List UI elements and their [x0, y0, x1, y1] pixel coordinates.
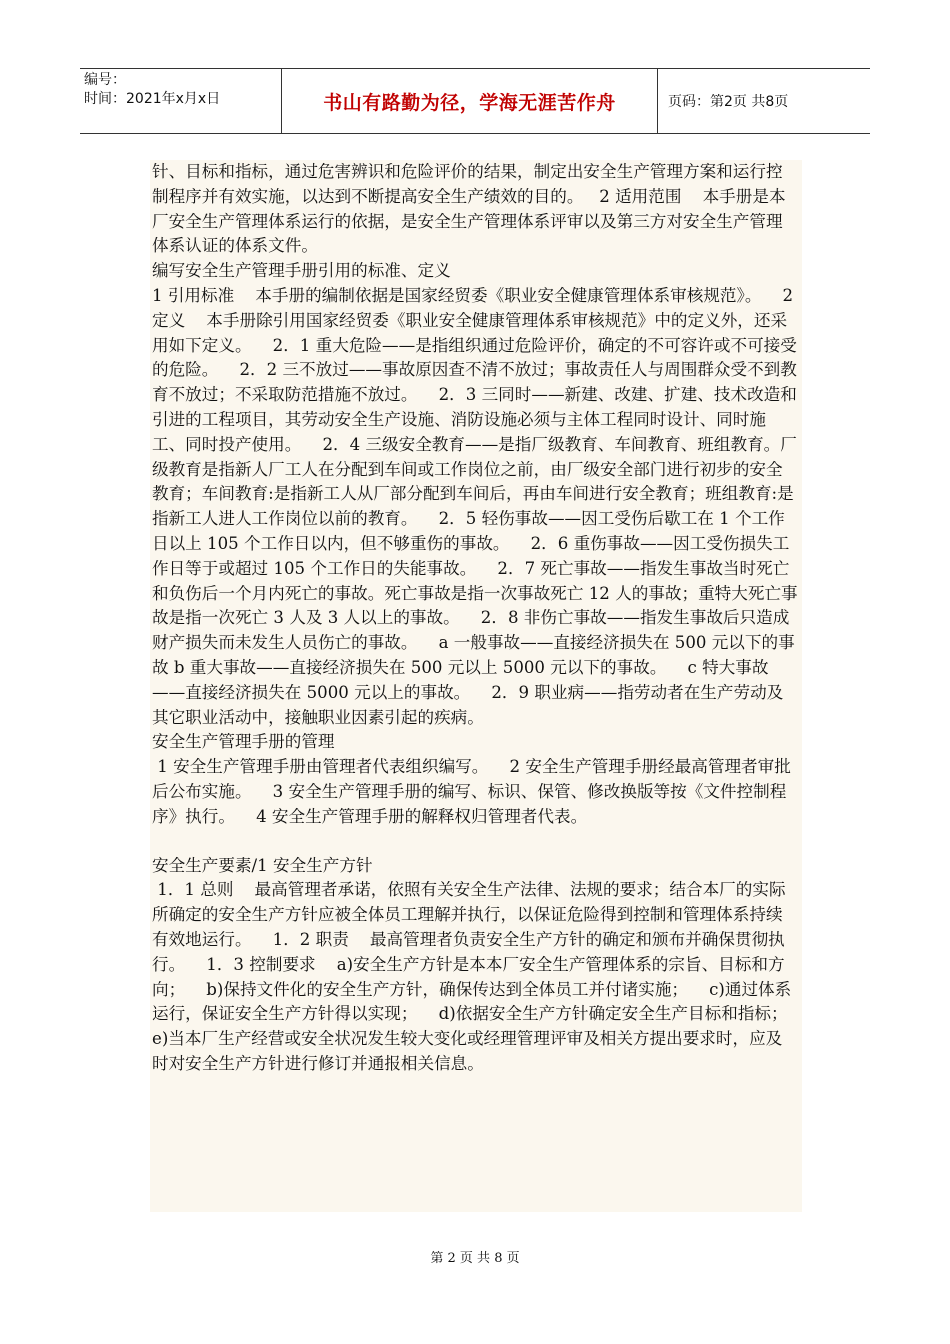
header-motto: 书山有路勤为径，学海无涯苦作舟: [282, 69, 658, 133]
section-heading-elements: 安全生产要素/1 安全生产方针: [152, 855, 373, 875]
page-header: [80, 68, 870, 134]
section-heading-standards: 编写安全生产管理手册引用的标准、定义: [152, 261, 451, 281]
paragraph-manual-management: 1 安全生产管理手册由管理者代表组织编写。 2 安全生产管理手册经最高管理者审批后公布实施。 3 安全生产管理手册的编写、标识、保管、修改换版等按《文件控制程序》执行。 4 安全生产管理手册的解释权归管理者代表。: [152, 757, 791, 826]
section-heading-manual-management: 安全生产管理手册的管理: [152, 732, 335, 752]
doc-number: 编号：: [84, 72, 126, 88]
paragraph-definitions: 1 引用标准 本手册的编制依据是国家经贸委《职业安全健康管理体系审核规范》。 2 定义 本手册除引用国家经贸委《职业安全健康管理体系审核规范》中的定义外，还采用如下定义。 2．1 重大危险——是指组织通过危险评价，确定的不可容许或不可接受的危险。 2．2 三不放过——事故原因查不清不放过；事故责任人与周围群众受不到教育不放过；不采取防范措施不放过。 2．3 三同时——新建、改建、扩建、技术改造和引进的工程项目，其劳动安全生产设施、消防设施必须与主体工程同时设计、同时施工、同时投产使用。 2．4 三级安全教育——是指厂级教育、车间教育、班组教育。厂级教育是指新人厂工人在分配到车间或工作岗位之前，由厂级安全部门进行初步的安全教育；车间教育:是指新工人从厂部分配到车间后，再由车间进行安全教育；班组教育:是指新工人进人工作岗位以前的教育。 2．5 轻伤事故——因工受伤后歇工在 1 个工作日以上 105 个工作日以内，但不够重伤的事故。 2．6 重伤事故——因工受伤损失工作日等于或超过 105 个工作日的失能事故。 2．7 死亡事故——指发生事故当时死亡和负伤后一个月内死亡的事故。死亡事故是指一次事故死亡 12 人的事故；重特大死亡事故是指一次死亡 3 人及 3 人以上的事故。 2．8 非伤亡事故——指发生事故后只造成财产损失而未发生人员伤亡的事故。 a 一般事故——直接经济损失在 500 元以下的事故 b 重大事故——直接经济损失在 500 元以上 5000 元以下的事故。 c 特大事故——直接经济损失在 5000 元以上的事故。 2．9 职业病——指劳动者在生产劳动及其它职业活动中，接触职业因素引起的疾病。: [152, 285, 799, 727]
header-meta: [80, 69, 282, 133]
header-page-info: 页码：第2页 共8页: [668, 94, 789, 110]
paragraph-policy: 1．1 总则 最高管理者承诺，依照有关安全生产法律、法规的要求；结合本厂的实际所确定的安全生产方针应被全体员工理解并执行，以保证危险得到控制和管理体系持续有效地运行。 1．2 职责 最高管理者负责安全生产方针的确定和颁布并确保贯彻执行。 1．3 控制要求 a)安全生产方针是本本厂安全生产管理体系的宗旨、目标和方向； b)保持文件化的安全生产方针，确保传达到全体员工并付诸实施； c)通过体系运行，保证安全生产方针得以实现； d)依据安全生产方针确定安全生产目标和指标； e)当本厂生产经营或安全状况发生较大变化或经理管理评审及相关方提出要求时，应及时对安全生产方针进行修订并通报相关信息。: [152, 880, 809, 1073]
doc-time: 时间：2021年x月x日: [84, 91, 221, 107]
paragraph-spacer: [152, 830, 798, 854]
document-body: [150, 160, 809, 1212]
page-footer: 第 2 页 共 8 页: [430, 1251, 520, 1266]
paragraph-purpose-scope: 针、目标和指标，通过危害辨识和危险评价的结果，制定出安全生产管理方案和运行控制程序并有效实施，以达到不断提高安全生产绩效的目的。 2 适用范围 本手册是本厂安全生产管理体系运行的依据，是安全生产管理体系评审以及第三方对安全生产管理体系认证的体系文件。: [152, 162, 786, 256]
